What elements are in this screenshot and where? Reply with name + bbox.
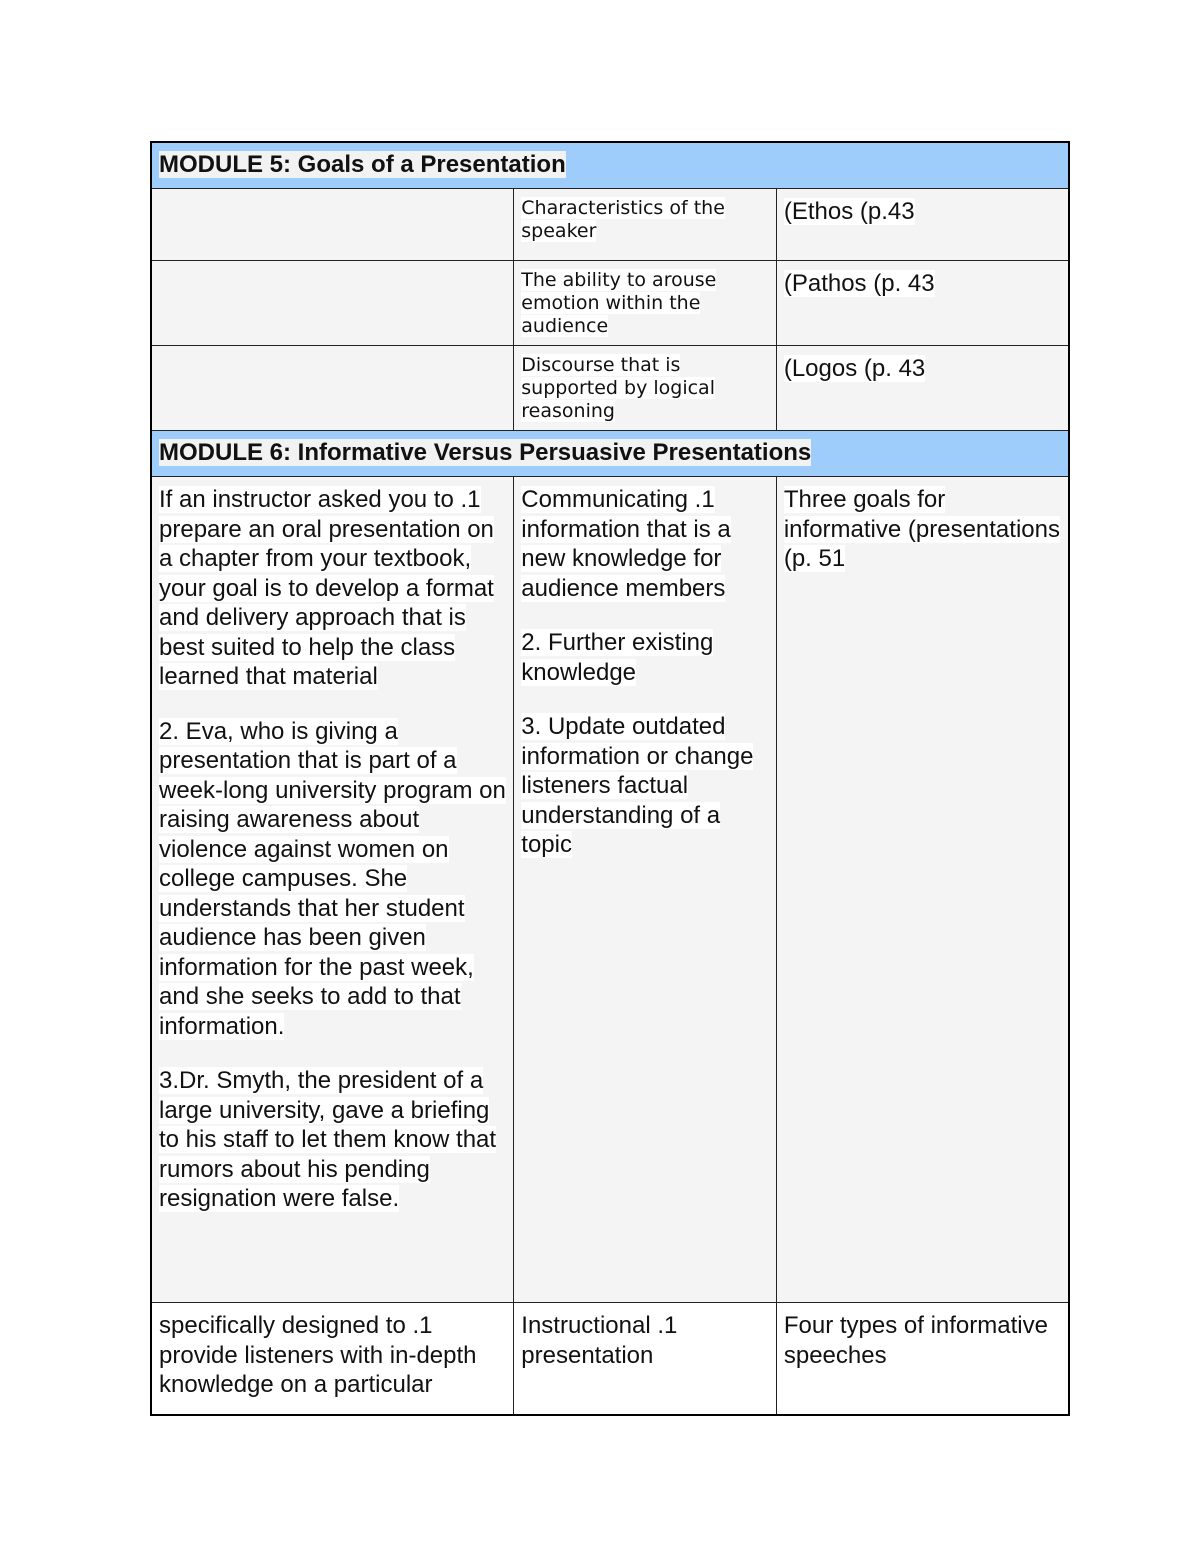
example-text: specifically designed to .1 provide listeners with in-depth knowledge on a particular [159,1312,477,1398]
module-5-row-3-term [151,346,514,431]
module-5-title: MODULE 5: Goals of a Presentation [159,151,566,178]
study-guide-table [150,141,1070,1416]
module-6-header-row [151,431,1069,477]
module-6-title: MODULE 6: Informative Versus Persuasive Presentations [159,439,812,466]
module-5-row-3-concept [776,346,1069,431]
definition-text: 3. Update outdated information or change listeners factual understanding of a topic [521,713,754,858]
module-6-row-2-definition [514,1303,777,1415]
module-5-row-2-term [151,261,514,346]
module-6-row-2-concept [776,1303,1069,1415]
definition-text: Instructional .1 presentation [521,1312,678,1369]
module-6-row-1-examples [151,477,514,1303]
definition-text: The ability to arouse emotion within the audience [521,269,717,337]
concept-text: (Logos (p. 43 [783,355,926,382]
module-6-row-1-concept [776,477,1069,1303]
module-6-header-cell [151,431,1069,477]
definition-text: Discourse that is supported by logical reasoning [521,354,715,422]
definition-text: Characteristics of the speaker [521,197,725,242]
module-5-row-2-definition [514,261,777,346]
module-5-row-1-term [151,189,514,261]
table-row [151,477,1069,1303]
module-5-header-cell [151,142,1069,189]
concept-text: Four types of informative speeches [783,1312,1048,1369]
definition-text: Communicating .1 information that is a new knowledge for audience members [521,486,731,602]
module-6-row-1-definitions [514,477,777,1303]
table-row [151,261,1069,346]
table-row [151,1303,1069,1415]
concept-text: Three goals for informative (presentations (p. 51 [783,486,1060,572]
concept-text: (Pathos (p. 43 [783,270,935,297]
module-5-row-2-concept [776,261,1069,346]
example-text: 3.Dr. Smyth, the president of a large university, gave a briefing to his staff to let them know that rumors about his pending resignation were false. [159,1067,497,1212]
definition-text: 2. Further existing knowledge [521,629,714,686]
module-5-header-row [151,142,1069,189]
example-text: If an instructor asked you to .1 prepare an oral presentation on a chapter from your textbook, your goal is to develop a format and delivery approach that is best suited to help the class learned that material [159,486,494,690]
module-6-row-2-example [151,1303,514,1415]
module-5-row-3-definition [514,346,777,431]
table-row [151,189,1069,261]
concept-text: (Ethos (p.43 [783,198,915,225]
table-row [151,346,1069,431]
module-5-row-1-definition [514,189,777,261]
module-5-row-1-concept [776,189,1069,261]
example-text: 2. Eva, who is giving a presentation that is part of a week-long university program on raising awareness about violence against women on college campuses. She understands that her student audience has been given information for the past week, and she seeks to add to that information. [159,717,506,1040]
